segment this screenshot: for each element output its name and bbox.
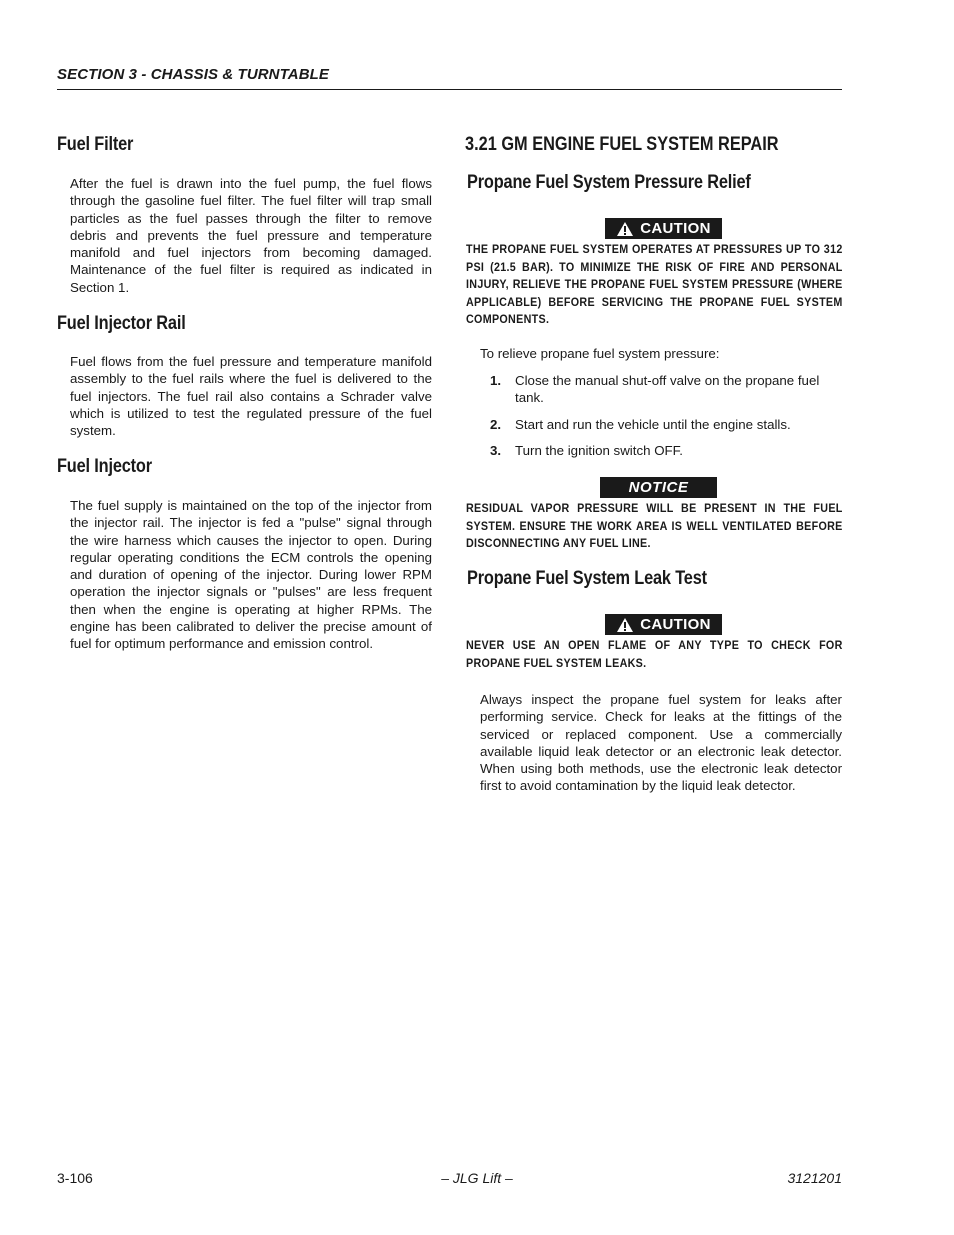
section-title: SECTION 3 - CHASSIS & TURNTABLE — [57, 66, 330, 83]
step-text: Start and run the vehicle until the engine stalls. — [515, 416, 791, 432]
step-text: Turn the ignition switch OFF. — [515, 442, 683, 458]
step-number: 3. — [490, 442, 502, 458]
list-item — [490, 442, 842, 459]
paragraph-fuel-filter: After the fuel is drawn into the fuel pump, the fuel flows through the gasoline fuel filter. The fuel filter will trap small particles as the fuel passes through the filter to remove debris and prevents the fuel pressure and temperature manifold and fuel injectors from becoming damaged. Maintenance of the fuel filter is required as indicated in Section 1. — [70, 176, 432, 295]
heading-pressure-relief: Propane Fuel System Pressure Relief — [467, 172, 751, 193]
paragraph-leak-test: Always inspect the propane fuel system for leaks after performing service. Check for leaks at the fittings of the serviced or replaced component. Use a commercially available liquid leak detector or an electronic leak detector. When using both methods, use the electronic leak detector first to avoid contamination by the liquid leak detector. — [480, 692, 842, 794]
footer-brand: – JLG Lift – — [441, 1170, 513, 1186]
list-item — [490, 372, 842, 407]
step-list — [490, 372, 842, 459]
heading-leak-test: Propane Fuel System Leak Test — [467, 568, 707, 589]
caution-badge — [605, 218, 722, 239]
heading-fuel-filter: Fuel Filter — [57, 134, 134, 155]
warning-triangle-icon — [616, 221, 634, 237]
paragraph-fuel-injector-rail: Fuel flows from the fuel pressure and temperature manifold assembly to the fuel rails where the fuel is delivered to the fuel injectors. The fuel rail also contains a Schrader valve which is utilized to test the regulated pressure of the fuel system. — [70, 354, 432, 439]
heading-fuel-injector: Fuel Injector — [57, 456, 152, 477]
page-header — [57, 66, 842, 89]
document-number: 3121201 — [787, 1170, 842, 1186]
notice-text: RESIDUAL VAPOR PRESSURE WILL BE PRESENT IN THE FUEL SYSTEM. ENSURE THE WORK AREA IS WELL VENTILATED BEFORE DISCONNECTING ANY FUEL LINE. — [466, 501, 843, 550]
heading-fuel-injector-rail: Fuel Injector Rail — [57, 313, 186, 334]
step-text: Close the manual shut-off valve on the propane fuel tank. — [515, 373, 820, 406]
caution-label: CAUTION — [640, 220, 711, 237]
section-heading: 3.21 GM ENGINE FUEL SYSTEM REPAIR — [465, 134, 779, 155]
notice-label: NOTICE — [628, 479, 689, 496]
caution-text-leak: NEVER USE AN OPEN FLAME OF ANY TYPE TO CHECK FOR PROPANE FUEL SYSTEM LEAKS. — [466, 638, 843, 670]
page-number: 3-106 — [57, 1170, 93, 1186]
paragraph-relieve-intro: To relieve propane fuel system pressure: — [480, 346, 720, 361]
header-rule — [57, 89, 842, 90]
paragraph-fuel-injector: The fuel supply is maintained on the top of the injector from the injector rail. The injector is fed a "pulse" signal through the wire harness which causes the injector to open. During regular operating conditions the ECM controls the opening and duration of opening of the injector. During lower RPM operation the injector signals or "pulses" are less frequent then when the engine is operating at higher RPMs. The engine has been calibrated to deliver the precise amount of fuel for optimum performance and emission control. — [70, 498, 432, 652]
notice-badge — [600, 477, 717, 498]
warning-triangle-icon — [616, 617, 634, 633]
step-number: 2. — [490, 416, 502, 432]
caution-label: CAUTION — [640, 616, 711, 633]
step-number: 1. — [490, 373, 502, 388]
caution-text-pressure: THE PROPANE FUEL SYSTEM OPERATES AT PRESSURES UP TO 312 PSI (21.5 BAR). TO MINIMIZE THE RISK OF FIRE AND PERSONAL INJURY, RELIEVE THE PROPANE FUEL SYSTEM PRESSURE (WHERE APPLICABLE) BEFORE SERVICING THE PROPANE FUEL SYSTEM COMPONENTS. — [466, 242, 843, 326]
caution-badge — [605, 614, 722, 635]
list-item — [490, 416, 842, 433]
